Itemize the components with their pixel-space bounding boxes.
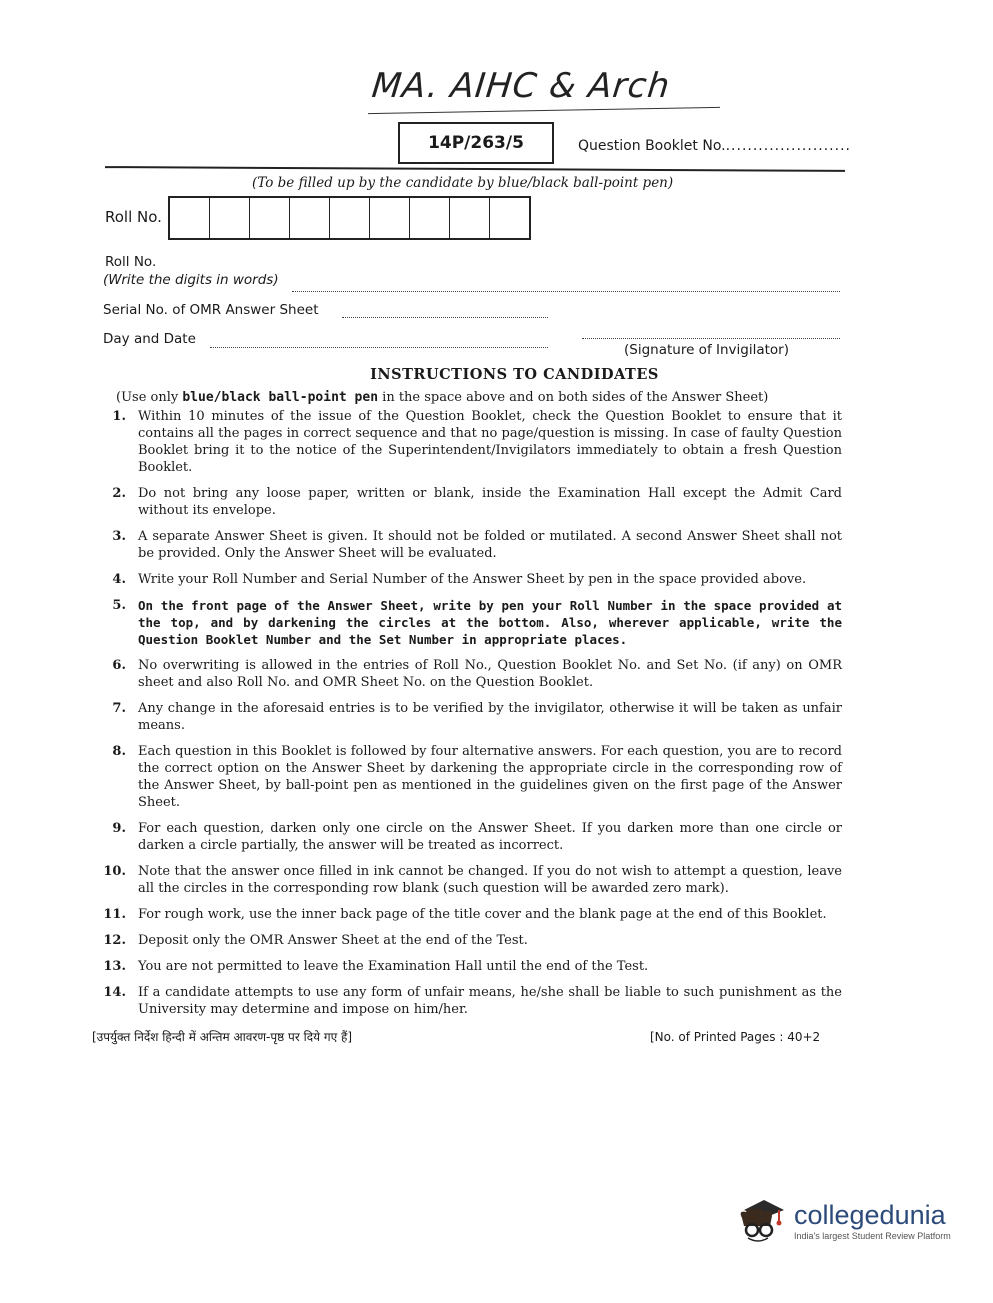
- instruction-text: Each question in this Booklet is followed by four alternative answers. For each question, you are to record the correct option on the Answer Sheet by darkening the appropriate circle in the corresponding row of the Answer Sheet, by ball-point pen as mentioned in the guidelines given on the first page of the Answer Sheet.: [138, 744, 842, 810]
- instruction-number: 14.: [103, 985, 126, 1000]
- roll-digit-box[interactable]: [290, 198, 330, 238]
- instruction-text: Any change in the aforesaid entries is to be verified by the invigilator, otherwise it will be taken as unfair means.: [138, 701, 842, 733]
- hindi-instruction-note: [उपर्युक्त निर्देश हिन्दी में अन्तिम आवरण-पृष्ठ पर दिये गए हैं]: [92, 1030, 353, 1044]
- instruction-text: Deposit only the OMR Answer Sheet at the end of the Test.: [138, 933, 528, 948]
- instruction-number: 5.: [112, 598, 126, 613]
- instruction-item: [92, 906, 842, 923]
- instruction-item: [92, 743, 842, 811]
- instruction-item: [92, 820, 842, 854]
- logo-text: [794, 1201, 951, 1241]
- logo-tagline: India's largest Student Review Platform: [794, 1231, 951, 1241]
- pen-instruction-bold: blue/black ball-point pen: [182, 390, 379, 405]
- instruction-number: 11.: [103, 907, 126, 922]
- invigilator-signature-label: (Signature of Invigilator): [624, 342, 789, 358]
- instruction-number: 7.: [112, 701, 126, 716]
- instruction-item: [92, 657, 842, 691]
- instruction-item: [92, 984, 842, 1018]
- fill-instruction-note: (To be filled up by the candidate by blue/black ball-point pen): [252, 175, 674, 191]
- day-date-label: Day and Date: [103, 331, 196, 347]
- handwritten-course-title: MA. AIHC & Arch: [369, 66, 673, 106]
- instruction-number: 8.: [112, 744, 126, 759]
- instruction-item: [92, 408, 842, 476]
- logo-name: collegedunia: [794, 1200, 946, 1230]
- instruction-item: [92, 485, 842, 519]
- roll-digit-box[interactable]: [370, 198, 410, 238]
- instruction-text: For each question, darken only one circle on the Answer Sheet. If you darken more than one circle or darken a circle partially, the answer will be treated as incorrect.: [138, 821, 842, 853]
- instruction-item: [92, 571, 842, 588]
- printed-pages-count: [No. of Printed Pages : 40+2: [650, 1030, 821, 1044]
- instruction-text: Note that the answer once filled in ink cannot be changed. If you do not wish to attempt a question, leave all the circles in the corresponding row blank (such question will be awarded zero mark).: [138, 864, 842, 896]
- instruction-item: [92, 700, 842, 734]
- roll-digit-box[interactable]: [410, 198, 450, 238]
- paper-code-box: [398, 122, 554, 164]
- pen-instruction-suffix: in the space above and on both sides of the Answer Sheet): [378, 390, 769, 405]
- omr-serial-label: Serial No. of OMR Answer Sheet: [103, 302, 319, 318]
- invigilator-signature-field[interactable]: [582, 337, 840, 339]
- instruction-text: For rough work, use the inner back page of the title cover and the blank page at the end of this Booklet.: [138, 907, 827, 922]
- instruction-number: 9.: [112, 821, 126, 836]
- instructions-title: INSTRUCTIONS TO CANDIDATES: [370, 366, 659, 383]
- roll-words-field[interactable]: [292, 290, 840, 292]
- roll-no-label: Roll No.: [105, 208, 162, 226]
- instructions-list: [92, 408, 842, 1027]
- instruction-item: [92, 528, 842, 562]
- roll-digit-box[interactable]: [490, 198, 529, 238]
- pen-instruction-prefix: (Use only: [116, 390, 183, 405]
- header-rule: [105, 166, 845, 172]
- mascot-icon: [734, 1196, 788, 1246]
- instruction-item: [92, 597, 842, 648]
- roll-digit-box[interactable]: [170, 198, 210, 238]
- instruction-item: [92, 932, 842, 949]
- instruction-text: Within 10 minutes of the issue of the Question Booklet, check the Question Booklet to ensure that it contains all the pages in correct sequence and that no page/question is missing. In case of faulty Question Booklet bring it to the notice of the Superintendent/Invigilators immediately to obtain a fresh Question Booklet.: [138, 409, 842, 475]
- instruction-item: [92, 958, 842, 975]
- collegedunia-logo[interactable]: [734, 1196, 951, 1246]
- roll-digit-box[interactable]: [250, 198, 290, 238]
- day-date-field[interactable]: [210, 346, 548, 348]
- instruction-item: [92, 863, 842, 897]
- title-underline: [368, 107, 720, 114]
- instruction-text: Write your Roll Number and Serial Number of the Answer Sheet by pen in the space provided above.: [138, 572, 807, 587]
- instruction-number: 12.: [103, 933, 126, 948]
- instruction-number: 3.: [112, 529, 126, 544]
- omr-serial-field[interactable]: [342, 316, 548, 318]
- pen-instruction: [116, 390, 768, 405]
- roll-digit-box[interactable]: [210, 198, 250, 238]
- question-booklet-no: [578, 138, 851, 154]
- instruction-number: 1.: [112, 409, 126, 424]
- booklet-no-dots: .......................: [725, 138, 851, 154]
- instruction-number: 10.: [103, 864, 126, 879]
- instruction-number: 6.: [112, 658, 126, 673]
- instruction-text: Do not bring any loose paper, written or blank, inside the Examination Hall except the Admit Card without its envelope.: [138, 486, 842, 518]
- instruction-number: 4.: [112, 572, 126, 587]
- instruction-number: 13.: [103, 959, 126, 974]
- roll-digit-box[interactable]: [450, 198, 490, 238]
- roll-digit-box[interactable]: [330, 198, 370, 238]
- instruction-text: If a candidate attempts to use any form of unfair means, he/she shall be liable to such punishment as the University may determine and impose on him/her.: [138, 985, 842, 1017]
- instruction-text: No overwriting is allowed in the entries of Roll No., Question Booklet No. and Set No. (if any) on OMR sheet and also Roll No. and OMR Sheet No. on the Question Booklet.: [138, 658, 842, 690]
- paper-code: 14P/263/5: [428, 133, 524, 153]
- instruction-text: A separate Answer Sheet is given. It should not be folded or mutilated. A second Answer Sheet shall not be provided. Only the Answer Sheet will be evaluated.: [138, 529, 842, 561]
- roll-no-boxes[interactable]: [168, 196, 531, 240]
- instruction-text: You are not permitted to leave the Examination Hall until the end of the Test.: [138, 959, 649, 974]
- instruction-number: 2.: [112, 486, 126, 501]
- booklet-no-label: Question Booklet No.: [578, 138, 726, 154]
- instruction-text: On the front page of the Answer Sheet, write by pen your Roll Number in the space provided at the top, and by darkening the circles at the bottom. Also, wherever applicable, write the Question Booklet Number and the Set Number in appropriate places.: [138, 598, 842, 647]
- roll-words-sublabel: (Write the digits in words): [103, 272, 279, 288]
- roll-words-label: Roll No.: [105, 254, 157, 270]
